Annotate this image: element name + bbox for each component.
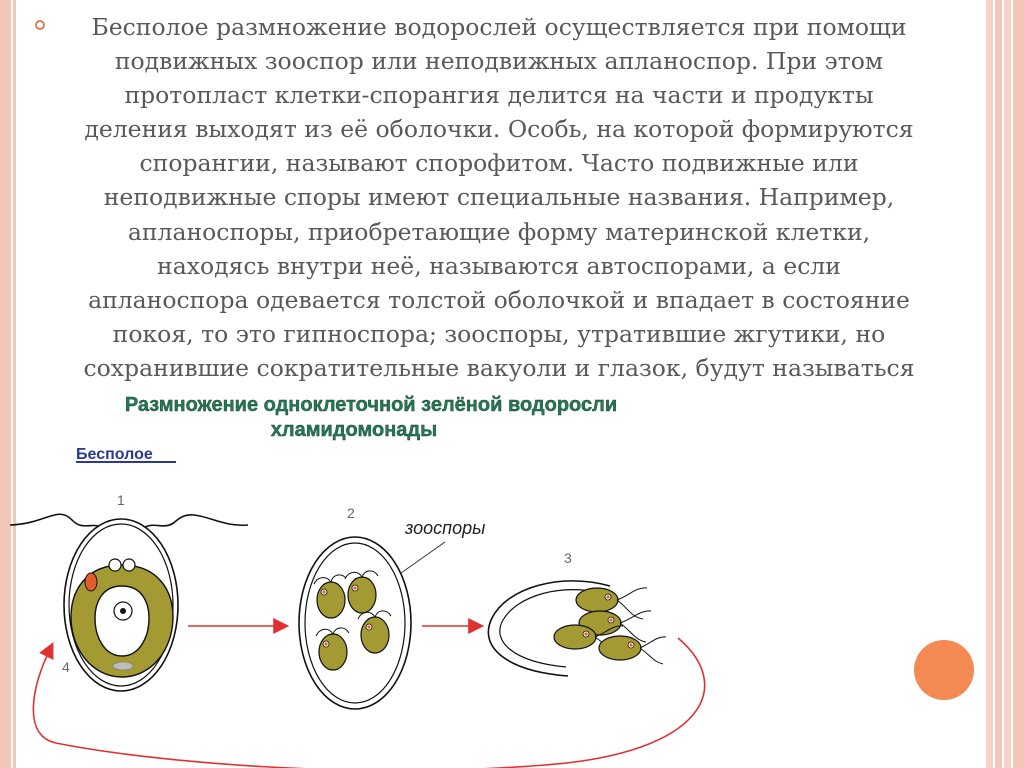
main-paragraph — [30, 10, 968, 385]
paragraph-line: покоя, то это гипноспора; зооспоры, утратившие жгутики, но — [112, 319, 886, 348]
cell-1 — [10, 514, 248, 691]
paragraph-line: находясь внутри неё, называются автоспорами, а если — [157, 251, 841, 280]
diagram-svg — [0, 382, 980, 768]
slide-frame-right — [986, 0, 1024, 768]
step-label-1: 1 — [117, 492, 125, 508]
zoospore — [599, 636, 666, 664]
paragraph-line: сохранившие сократительные вакуоли и глазок, будут называться — [83, 353, 915, 382]
figure-title-line1: Размножение одноклеточной зелёной водоросли — [124, 394, 618, 416]
paragraph-line: неподвижные споры имеют специальные названия. Например, — [103, 183, 895, 212]
step-label-4: 4 — [62, 659, 70, 675]
figure-title-line2: хламидомонады — [270, 419, 438, 441]
step-label-2: 2 — [347, 505, 355, 521]
orange-circle-icon — [914, 640, 974, 700]
paragraph-line: апланоспоры, приобретающие форму материнской клетки, — [127, 217, 871, 246]
cell-3 — [488, 581, 666, 676]
zoospores-label: зооспоры — [405, 518, 486, 538]
paragraph-line: протопласт клетки-спорангия делится на части и продукты — [124, 81, 874, 110]
paragraph-line: апланоспора одевается толстой оболочкой и впадает в состояние — [88, 285, 910, 314]
chlamydomonas-diagram — [0, 382, 980, 768]
paragraph-line: спорангии, называют спорофитом. Часто подвижные или — [139, 149, 859, 178]
paragraph-line: деления выходят из её оболочки. Особь, на которой формируются — [84, 115, 914, 144]
paragraph-line: Бесполое размножение водорослей осуществляется при помощи — [91, 13, 907, 41]
cell-2 — [299, 537, 411, 709]
step-label-3: 3 — [564, 550, 572, 566]
paragraph-line: подвижных зооспор или неподвижных апланоспор. При этом — [114, 47, 884, 76]
figure-subtitle: Бесполое — [76, 446, 153, 463]
